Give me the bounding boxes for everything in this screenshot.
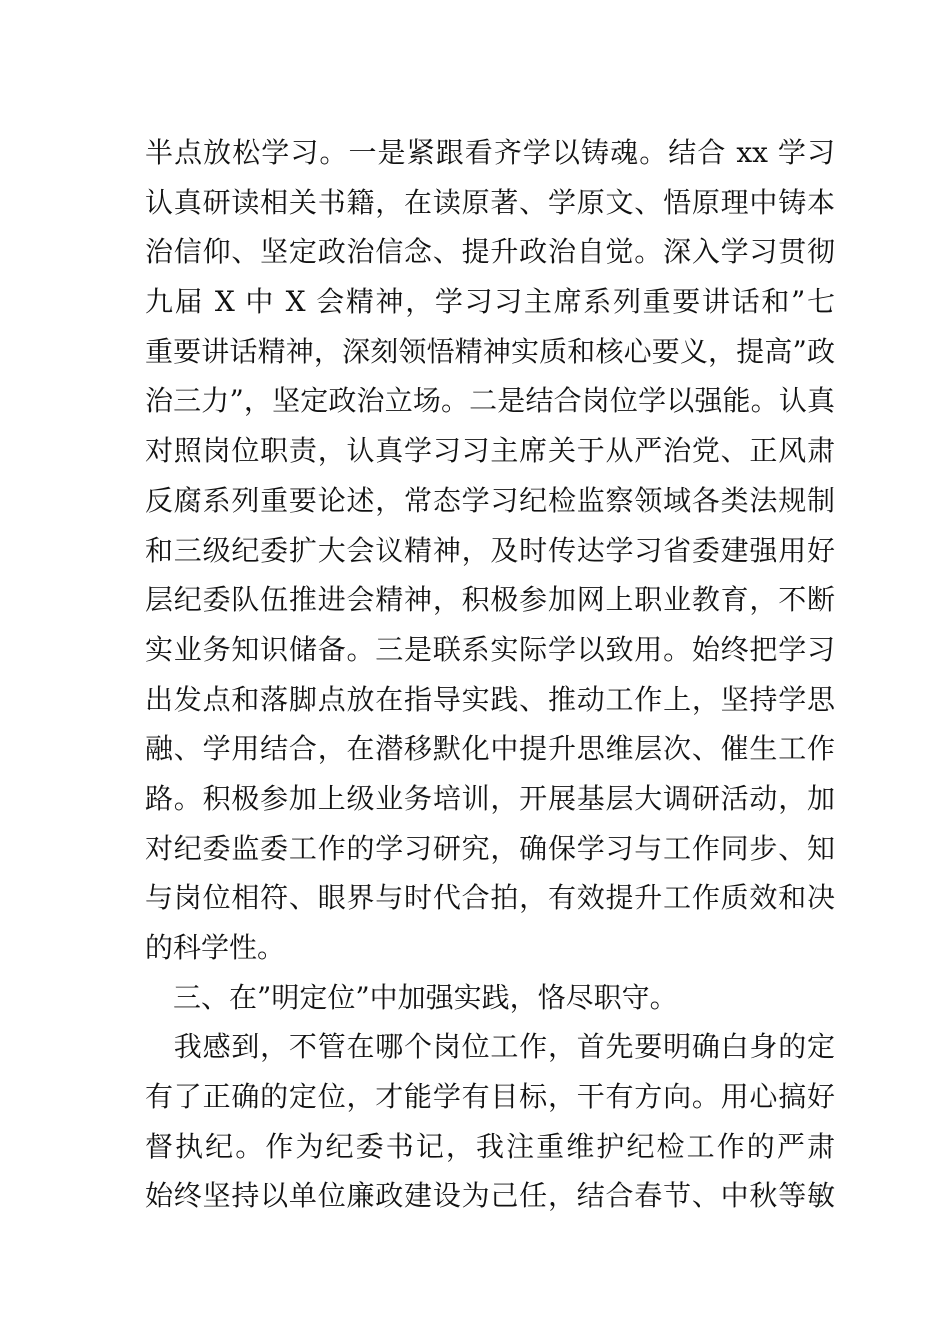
text-line: 重要讲话精神，深刻领悟精神实质和核心要义，提高”政 [145, 334, 835, 368]
text-line: 治信仰、坚定政治信念、提升政治自觉。深入学习贯彻 [145, 235, 835, 269]
text-line: 督执纪。作为纪委书记，我注重维护纪检工作的严肃 [145, 1129, 835, 1163]
text-line: 和三级纪委扩大会议精神，及时传达学习省委建强用好 [145, 533, 835, 567]
text-line: 半点放松学习。一是紧跟看齐学以铸魂。结合 xx 学习 [145, 136, 835, 169]
text-line: 与岗位相符、眼界与时代合拍，有效提升工作质效和决 [145, 881, 835, 915]
text-line: 认真研读相关书籍，在读原著、学原文、悟原理中铸本 [145, 185, 835, 219]
text-line: 对纪委监委工作的学习研究，确保学习与工作同步、知 [145, 831, 835, 865]
text-line: 始终坚持以单位廉政建设为己任，结合春节、中秋等敏 [145, 1179, 835, 1213]
text-line: 出发点和落脚点放在指导实践、推动工作上，坚持学思 [145, 682, 835, 716]
text-line: 有了正确的定位，才能学有目标，干有方向。用心搞好 [145, 1080, 835, 1114]
section-heading: 三、在”明定位”中加强实践，恪尽职守。 [145, 980, 678, 1014]
text-line: 融、学用结合，在潜移默化中提升思维层次、催生工作 [145, 732, 835, 766]
text-line: 对照岗位职责，认真学习习主席关于从严治党、正风肃 [145, 434, 835, 468]
text-line: 层纪委队伍推进会精神，积极参加网上职业教育，不断 [145, 583, 835, 617]
body-text [145, 128, 835, 1221]
text-line: 实业务知识储备。三是联系实际学以致用。始终把学习 [145, 632, 835, 666]
text-line: 反腐系列重要论述，常态学习纪检监察领域各类法规制 [145, 483, 835, 517]
text-line: 治三力”，坚定政治立场。二是结合岗位学以强能。认真 [145, 384, 835, 418]
text-line: 路。积极参加上级业务培训，开展基层大调研活动，加 [145, 781, 835, 815]
text-line: 九届 X 中 X 会精神，学习习主席系列重要讲话和”七 [145, 285, 835, 319]
text-line: 我感到，不管在哪个岗位工作，首先要明确白身的定 [173, 1030, 835, 1064]
text-line: 的科学性。 [145, 931, 286, 964]
